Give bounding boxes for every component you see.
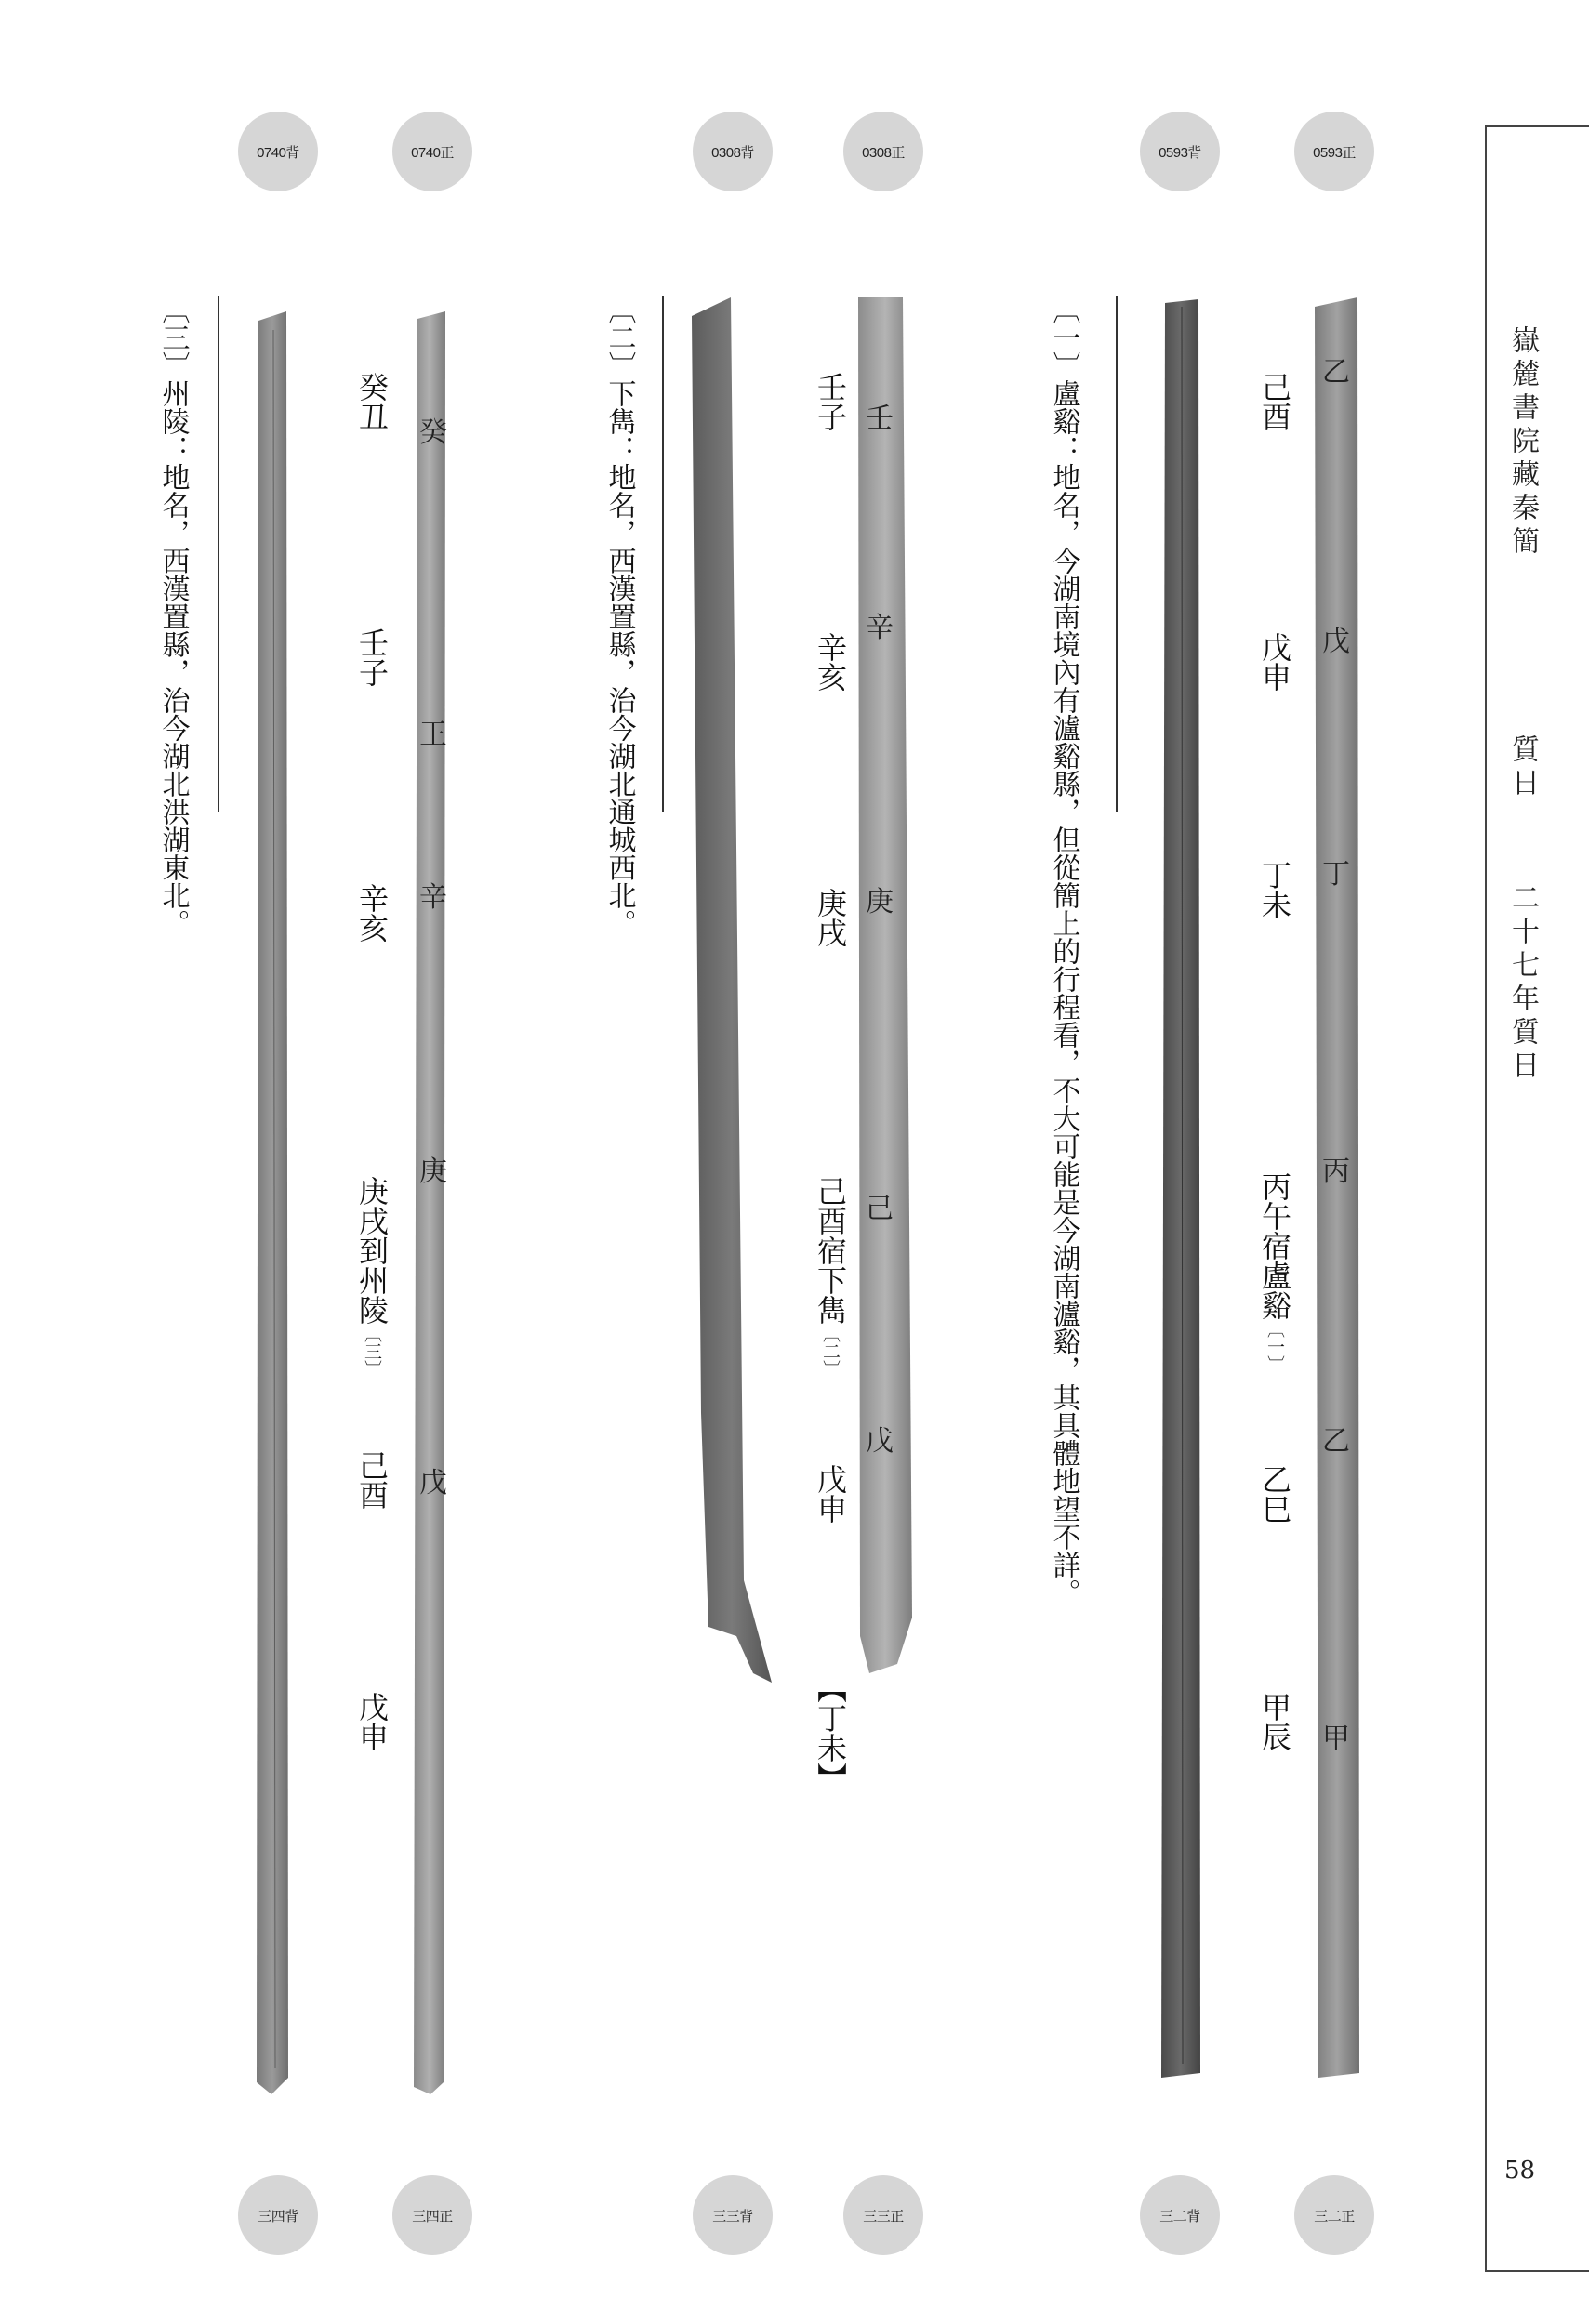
chapter-title: 二十七年質日 bbox=[1506, 883, 1539, 1084]
transcription-0740-line-2: 壬子 bbox=[354, 627, 390, 687]
transcription-0740-line-6: 戊申 bbox=[354, 1692, 390, 1751]
slip-id-badge-0593-back: 0593背 bbox=[1140, 112, 1220, 191]
slip-image-0740-back bbox=[251, 311, 298, 2096]
svg-text:己: 己 bbox=[866, 1193, 894, 1225]
svg-text:癸: 癸 bbox=[419, 416, 447, 449]
note-2-text: 下雋：地名，西漢置縣，治今湖北通城西北。 bbox=[602, 379, 636, 937]
transcription-0740-line-1: 癸丑 bbox=[354, 372, 390, 431]
note-3-text: 州陵：地名，西漢置縣，治今湖北洪湖東北。 bbox=[156, 379, 190, 937]
svg-text:乙: 乙 bbox=[1322, 1425, 1350, 1458]
slip-image-0593-back bbox=[1158, 297, 1204, 2082]
note-divider-3 bbox=[218, 296, 219, 812]
note-divider-1 bbox=[1116, 296, 1118, 812]
slip-id-badge-0740-front: 0740正 bbox=[392, 112, 472, 191]
slip-number-badge-34-front: 三四正 bbox=[392, 2175, 472, 2255]
note-1-marker: 〔一〕 bbox=[1047, 296, 1080, 379]
transcription-0740-line-3: 辛亥 bbox=[354, 883, 390, 943]
svg-text:庚: 庚 bbox=[419, 1155, 447, 1188]
svg-text:戊: 戊 bbox=[1322, 626, 1350, 658]
slip-id-badge-0593-front: 0593正 bbox=[1294, 112, 1374, 191]
slip-number-badge-32-front: 三二正 bbox=[1294, 2175, 1374, 2255]
svg-text:辛: 辛 bbox=[419, 881, 447, 914]
transcription-0308-line-4: 己酉宿下雋〔二〕 bbox=[813, 1176, 848, 1378]
slip-id-badge-0308-front: 0308正 bbox=[843, 112, 923, 191]
note-ref-2: 〔二〕 bbox=[820, 1325, 841, 1378]
transcription-0308-line-2: 辛亥 bbox=[813, 632, 848, 692]
svg-text:戊: 戊 bbox=[866, 1425, 894, 1458]
transcription-0593-line-3: 丁未 bbox=[1257, 860, 1292, 919]
transcription-0308-line-5: 戊申 bbox=[813, 1464, 848, 1524]
svg-text:壬: 壬 bbox=[866, 403, 894, 435]
slip-image-0593-front bbox=[1309, 297, 1361, 2082]
transcription-0593-line-5: 乙巳 bbox=[1257, 1464, 1292, 1524]
svg-text:戊: 戊 bbox=[419, 1467, 447, 1499]
slip-image-0308-front bbox=[851, 297, 916, 1692]
slip-number-badge-32-back: 三二背 bbox=[1140, 2175, 1220, 2255]
slip-id-badge-0740-back: 0740背 bbox=[238, 112, 318, 191]
note-ref-1: 〔一〕 bbox=[1265, 1320, 1285, 1373]
slip-image-0740-front bbox=[406, 311, 453, 2096]
slip-number-badge-33-front: 三三正 bbox=[843, 2175, 923, 2255]
slip-number-badge-33-back: 三三背 bbox=[693, 2175, 773, 2255]
page-number: 58 bbox=[1504, 2157, 1536, 2185]
transcription-0593-line-1: 己酉 bbox=[1257, 372, 1292, 431]
transcription-0593-line-4: 丙午宿盧谿〔一〕 bbox=[1257, 1171, 1292, 1373]
note-3-marker: 〔三〕 bbox=[156, 296, 190, 379]
transcription-0593-line-6: 甲辰 bbox=[1257, 1692, 1292, 1751]
transcription-0308-line-3: 庚戌 bbox=[813, 888, 848, 947]
book-title: 嶽麓書院藏秦簡 bbox=[1506, 325, 1539, 560]
transcription-0593-line-2: 戊申 bbox=[1257, 632, 1292, 692]
note-divider-2 bbox=[662, 296, 664, 812]
svg-text:乙: 乙 bbox=[1322, 356, 1350, 389]
transcription-0308-bracket-label: 【丁未】 bbox=[813, 1673, 848, 1792]
note-2-marker: 〔二〕 bbox=[602, 296, 636, 379]
svg-text:王: 王 bbox=[419, 719, 447, 751]
transcription-0740-line-4: 庚戌到州陵〔三〕 bbox=[354, 1176, 390, 1378]
section-title: 質日 bbox=[1506, 734, 1539, 801]
transcription-0740-line-5: 己酉 bbox=[354, 1450, 390, 1510]
slip-id-badge-0308-back: 0308背 bbox=[693, 112, 773, 191]
svg-text:辛: 辛 bbox=[866, 612, 894, 644]
annotation-note-3 bbox=[158, 296, 188, 937]
svg-text:丙: 丙 bbox=[1322, 1155, 1350, 1188]
annotation-note-1 bbox=[1049, 296, 1079, 1653]
slip-image-0308-back bbox=[688, 297, 776, 1692]
note-1-text: 盧谿：地名，今湖南境內有瀘谿縣，但從簡上的行程看，不大可能是今湖南瀘谿，其具體地望不詳。 bbox=[1047, 379, 1080, 1606]
svg-text:庚: 庚 bbox=[866, 886, 894, 918]
svg-text:甲: 甲 bbox=[1322, 1723, 1350, 1755]
transcription-0308-line-1: 壬子 bbox=[813, 372, 848, 431]
svg-text:丁: 丁 bbox=[1322, 858, 1350, 891]
note-ref-3: 〔三〕 bbox=[362, 1325, 382, 1378]
annotation-note-2 bbox=[604, 296, 634, 937]
slip-number-badge-34-back: 三四背 bbox=[238, 2175, 318, 2255]
